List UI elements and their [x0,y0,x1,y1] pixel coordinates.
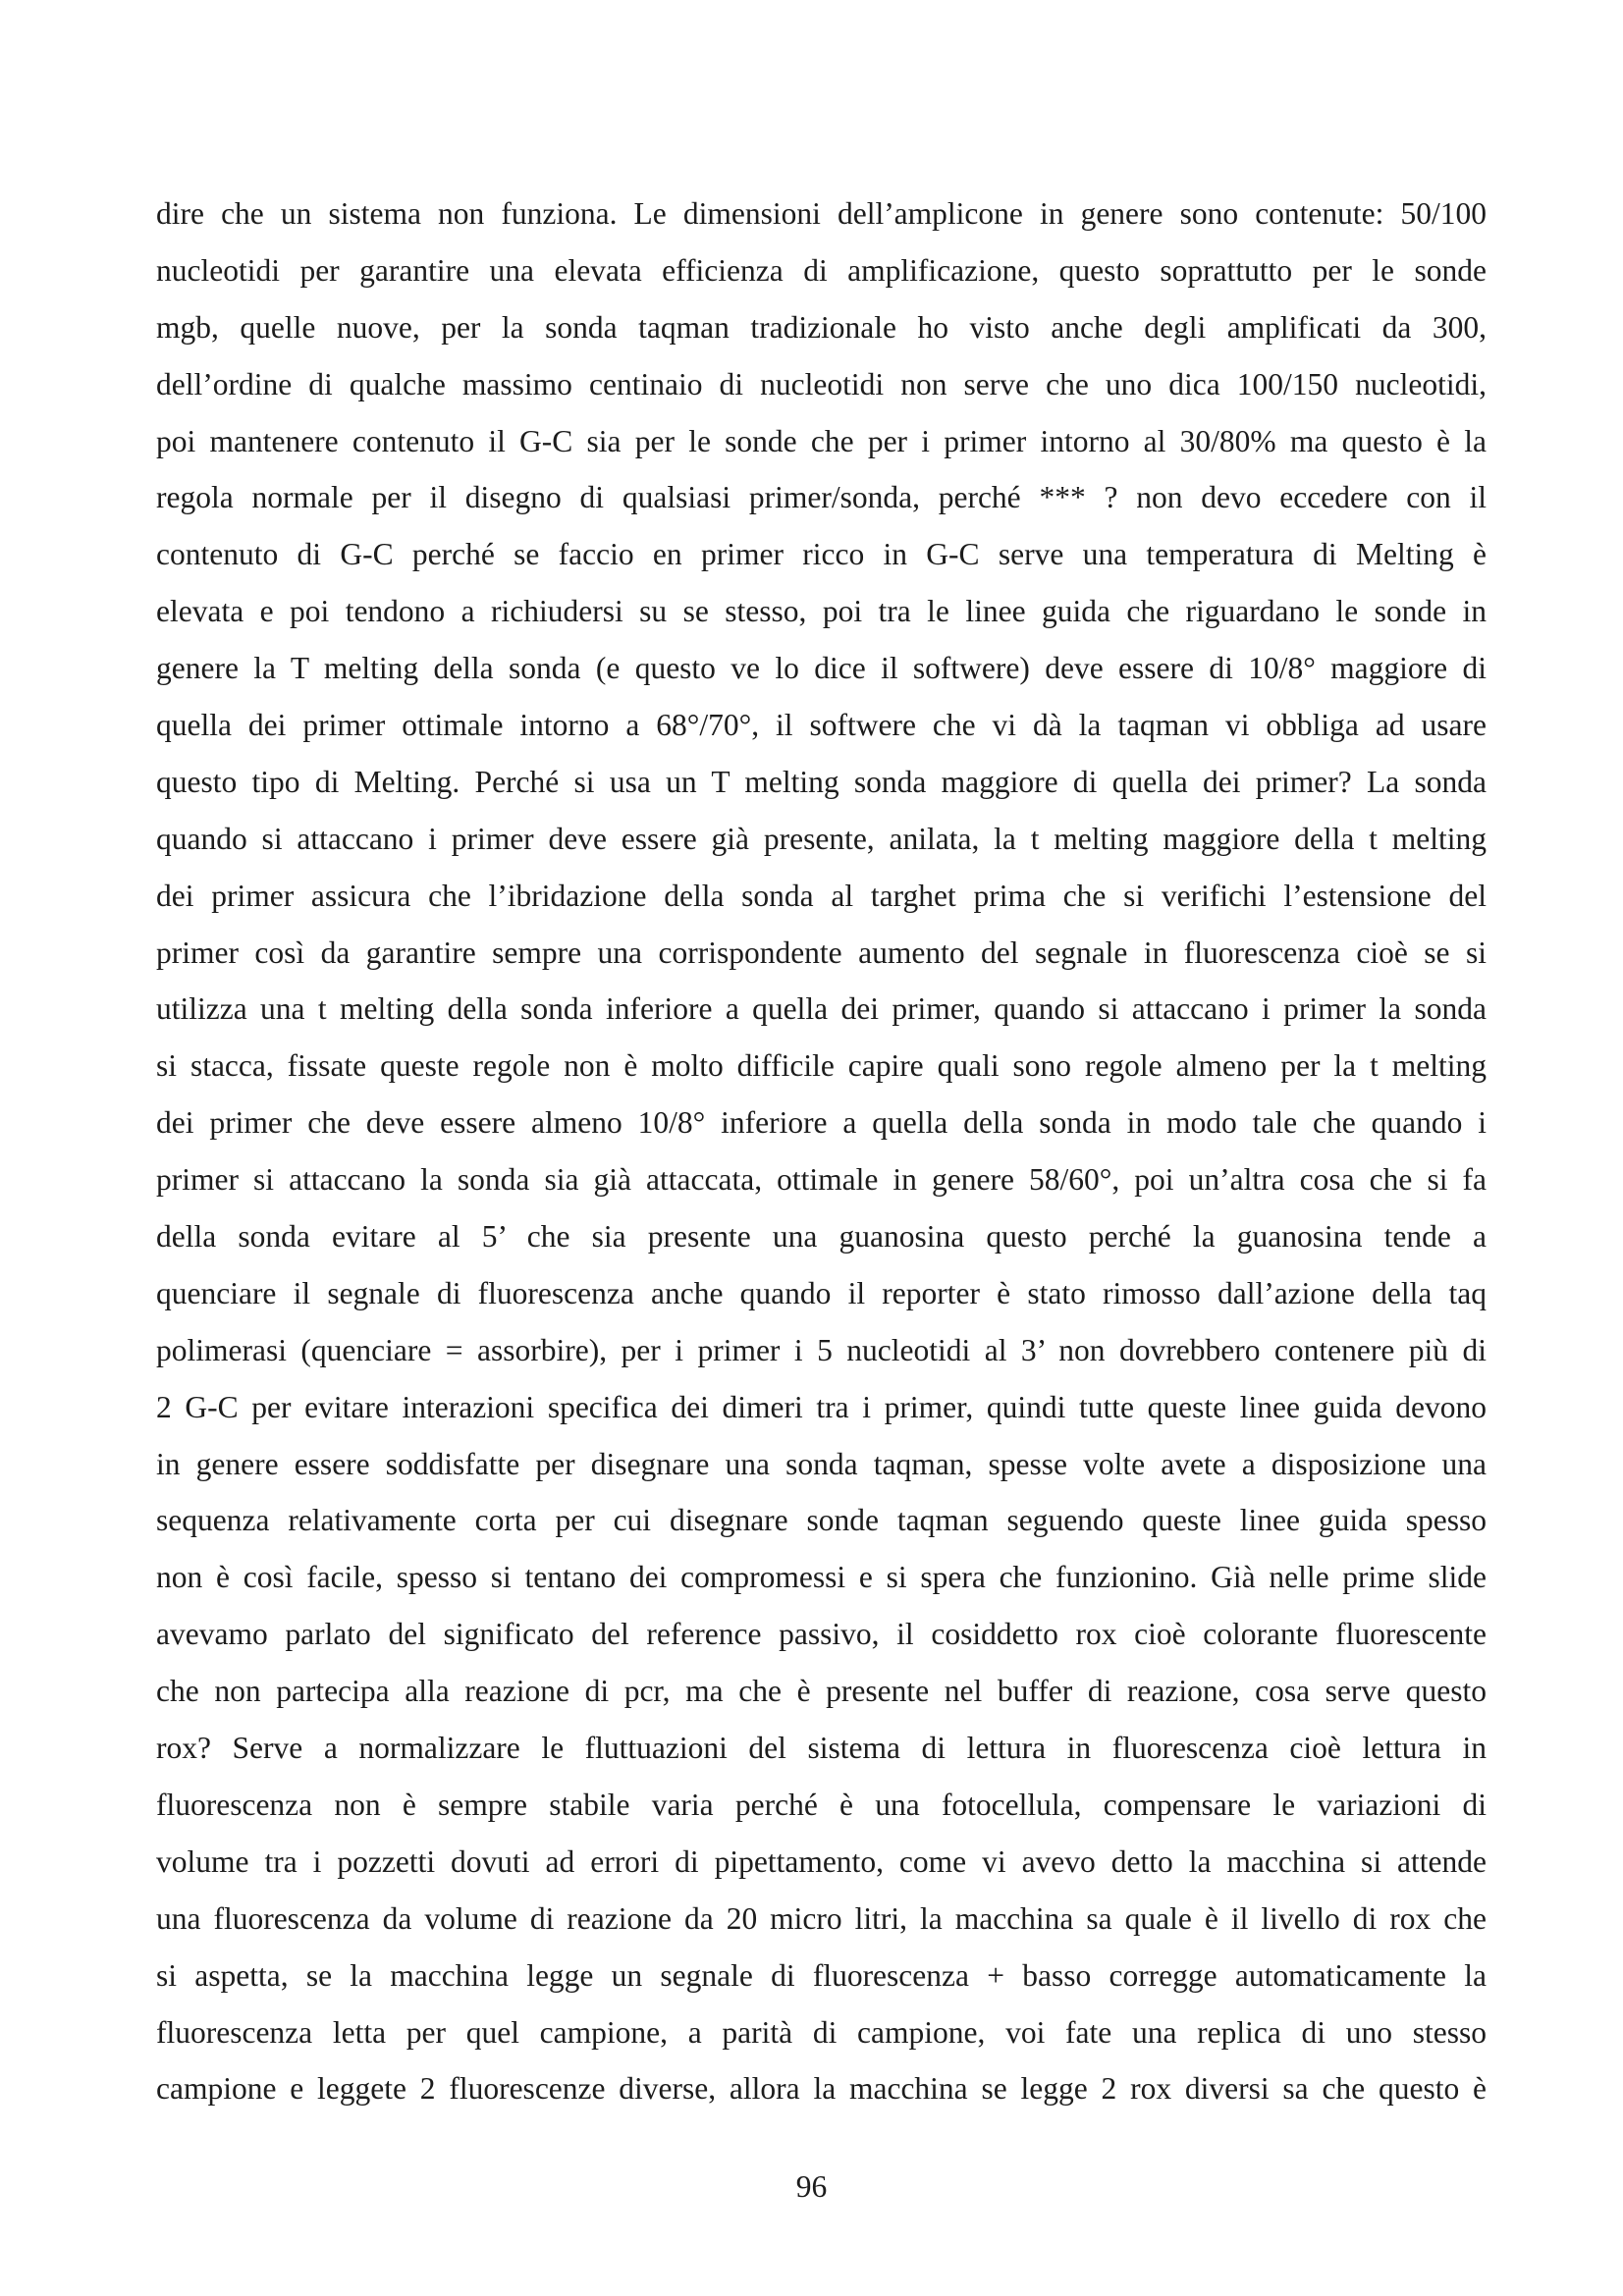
text-line: fluorescenza non è sempre stabile varia perché è una fotocellula, compensare le variazioni di [156,1787,1487,1822]
text-line: avevamo parlato del significato del reference passivo, il cosiddetto rox cioè colorante fluorescente [156,1617,1487,1652]
text-line: primer si attaccano la sonda sia già attaccata, ottimale in genere 58/60°, poi un’altra cosa che si fa [156,1162,1487,1198]
text-line: regola normale per il disegno di qualsiasi primer/sonda, perché *** ? non devo eccedere con il [156,480,1487,515]
text-line: utilizza una t melting della sonda inferiore a quella dei primer, quando si attaccano i primer la sonda [156,991,1487,1027]
text-line: dei primer che deve essere almeno 10/8° inferiore a quella della sonda in modo tale che quando i [156,1105,1487,1141]
text-line: volume tra i pozzetti dovuti ad errori di pipettamento, come vi avevo detto la macchina si attende [156,1843,1487,1879]
text-line: si stacca, fissate queste regole non è molto difficile capire quali sono regole almeno per la t melting [156,1048,1487,1084]
text-line: polimerasi (quenciare = assorbire), per i primer i 5 nucleotidi al 3’ non dovrebbero contenere più di [156,1332,1487,1367]
text-line: quenciare il segnale di fluorescenza anche quando il reporter è stato rimosso dall’azione della taq [156,1275,1487,1310]
text-line: questo tipo di Melting. Perché si usa un T melting sonda maggiore di quella dei primer? La sonda [156,764,1487,799]
text-line: si aspetta, se la macchina legge un segnale di fluorescenza + basso corregge automaticamente la [156,1957,1487,1993]
text-line: 2 G-C per evitare interazioni specifica dei dimeri tra i primer, quindi tutte queste linee guida devono [156,1389,1487,1424]
text-line: non è così facile, spesso si tentano dei compromessi e si spera che funzionino. Già nelle prime slide [156,1560,1487,1595]
text-line: in genere essere soddisfatte per disegnare una sonda taqman, spesse volte avete a disposizione una [156,1446,1487,1481]
body-paragraph [156,186,1487,2117]
text-line: dire che un sistema non funziona. Le dimensioni dell’amplicone in genere sono contenute: 50/100 [156,196,1487,231]
text-line: campione e leggete 2 fluorescenze diverse, allora la macchina se legge 2 rox diversi sa che questo è [156,2071,1487,2107]
text-line: contenuto di G-C perché se faccio en primer ricco in G-C serve una temperatura di Melting è [156,537,1487,572]
text-line: dei primer assicura che l’ibridazione della sonda al targhet prima che si verifichi l’estensione del [156,878,1487,913]
text-line: dell’ordine di qualche massimo centinaio di nucleotidi non serve che uno dica 100/150 nucleotidi, [156,366,1487,401]
text-line: poi mantenere contenuto il G-C sia per le sonde che per i primer intorno al 30/80% ma questo è la [156,423,1487,458]
text-line: primer così da garantire sempre una corrispondente aumento del segnale in fluorescenza cioè se si [156,934,1487,970]
text-line: che non partecipa alla reazione di pcr, ma che è presente nel buffer di reazione, cosa serve questo [156,1674,1487,1709]
text-line: elevata e poi tendono a richiudersi su se stesso, poi tra le linee guida che riguardano le sonde in [156,594,1487,629]
page-number: 96 [795,2169,828,2204]
text-line: rox? Serve a normalizzare le fluttuazioni del sistema di lettura in fluorescenza cioè lettura in [156,1731,1487,1766]
text-line: una fluorescenza da volume di reazione da 20 micro litri, la macchina sa quale è il livello di rox che [156,1900,1487,1936]
text-line: nucleotidi per garantire una elevata efficienza di amplificazione, questo soprattutto per le sonde [156,252,1487,288]
text-line: quella dei primer ottimale intorno a 68°/70°, il softwere che vi dà la taqman vi obbliga ad usare [156,708,1487,743]
text-line: quando si attaccano i primer deve essere già presente, anilata, la t melting maggiore della t melting [156,821,1487,856]
text-line: fluorescenza letta per quel campione, a parità di campione, voi fate una replica di uno stesso [156,2014,1487,2050]
text-line: mgb, quelle nuove, per la sonda taqman tradizionale ho visto anche degli amplificati da 300, [156,309,1487,345]
text-line: genere la T melting della sonda (e questo ve lo dice il softwere) deve essere di 10/8° maggiore di [156,651,1487,686]
text-line: della sonda evitare al 5’ che sia presente una guanosina questo perché la guanosina tende a [156,1219,1487,1255]
text-line: sequenza relativamente corta per cui disegnare sonde taqman seguendo queste linee guida spesso [156,1503,1487,1538]
